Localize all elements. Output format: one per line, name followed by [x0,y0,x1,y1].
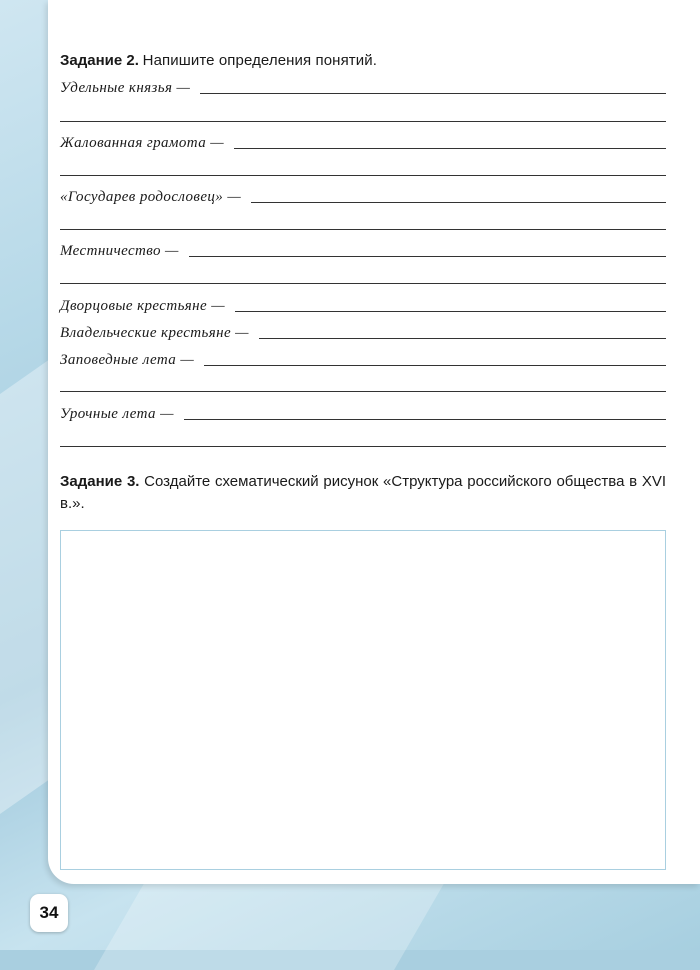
answer-line[interactable] [200,93,666,94]
answer-line[interactable] [60,175,666,176]
answer-line[interactable] [60,121,666,122]
page-number: 34 [30,894,68,932]
definition-row [60,240,666,262]
term-label: Местничество — [60,243,179,259]
term-label: Урочные лета — [60,406,174,422]
term-label: Жалованная грамота — [60,135,225,151]
background-decoration [94,880,446,970]
term-label: Владельческие крестьяне — [60,325,249,341]
answer-line[interactable] [60,446,666,447]
task-2-instruction: Напишите определения понятий. [142,52,377,69]
definition-row [60,349,666,371]
task-2-heading [60,50,377,72]
answer-line[interactable] [234,148,666,149]
answer-line[interactable] [60,229,666,230]
term-label: Дворцовые крестьяне — [60,298,225,314]
definition-row [60,132,666,154]
answer-line[interactable] [184,419,666,420]
answer-line[interactable] [204,365,666,366]
term-label: Удельные князья — [60,80,191,96]
answer-line[interactable] [189,256,666,257]
task-3-heading [60,471,666,515]
definition-row [60,186,666,208]
answer-line[interactable] [60,283,666,284]
definition-row [60,295,666,317]
answer-line[interactable] [60,391,666,392]
definition-row [60,403,666,425]
answer-line[interactable] [251,202,666,203]
term-label: «Государев родословец» — [60,189,242,205]
answer-line[interactable] [235,311,666,312]
task-3-number: Задание 3. [60,473,140,490]
definition-row [60,77,666,99]
task-3-instruction: Создайте схематический рисунок «Структура российского общества в XVI в.». [60,473,666,512]
term-label: Заповедные лета — [60,352,195,368]
drawing-area[interactable] [60,530,666,870]
definition-row [60,322,666,344]
task-2-number: Задание 2. [60,52,139,69]
answer-line[interactable] [259,338,666,339]
